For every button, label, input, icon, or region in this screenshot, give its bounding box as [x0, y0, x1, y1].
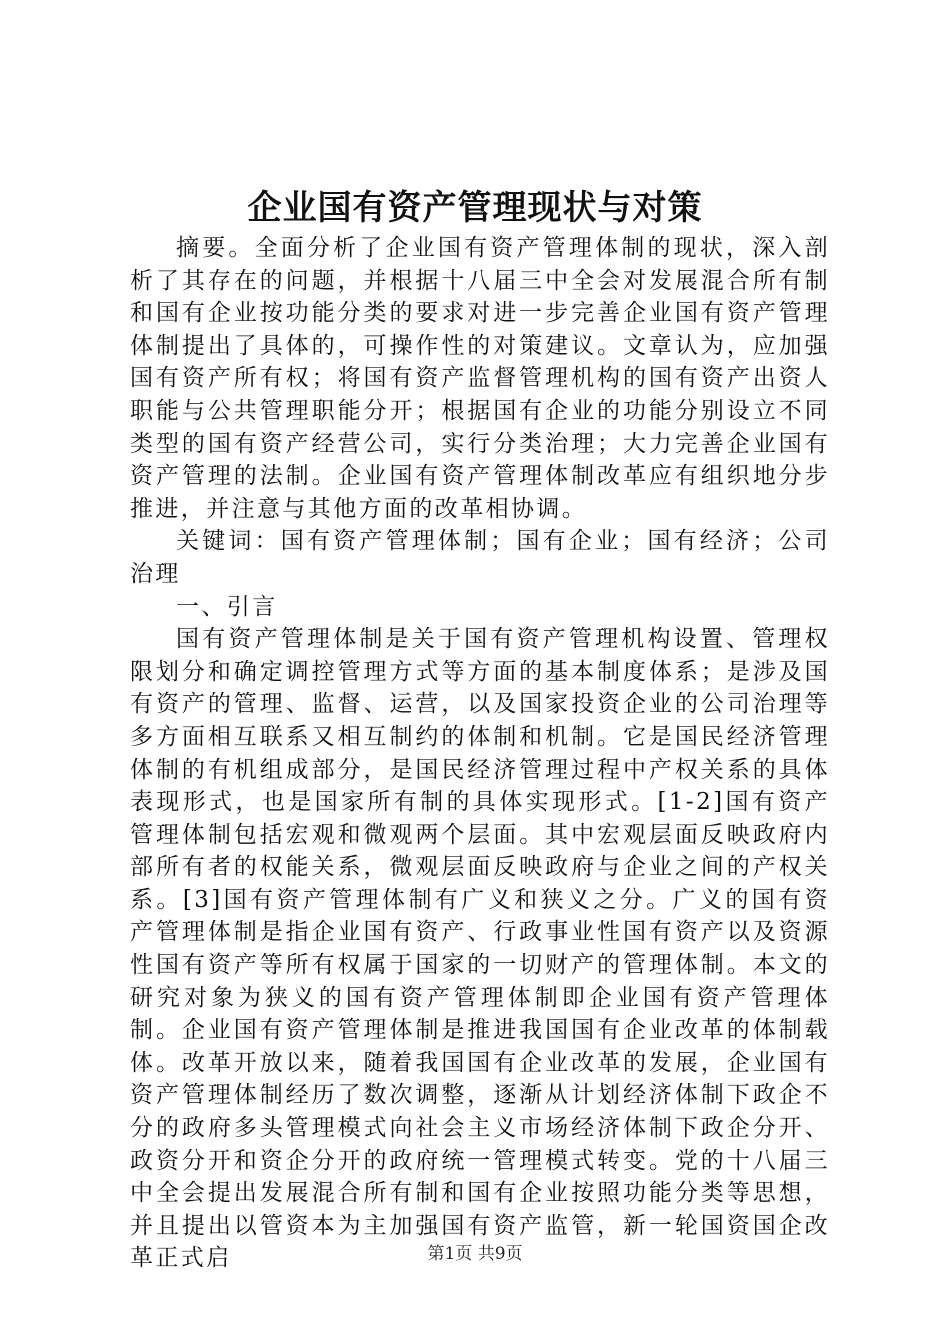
document-title: 企业国有资产管理现状与对策: [247, 188, 703, 228]
keywords-paragraph: 关键词：国有资产管理体制；国有企业；国有经济；公司治理: [130, 528, 830, 587]
section-heading-introduction: 一、引言: [176, 593, 278, 620]
document-body: [130, 232, 830, 1275]
page-number-footer: 第1页 共9页: [427, 1244, 523, 1264]
introduction-paragraph: 国有资产管理体制是关于国有资产管理机构设置、管理权限划分和确定调控管理方式等方面的基本制度体系；是涉及国有资产的管理、监督、运营，以及国家投资企业的公司治理等多方面相互联系又相互制约的体制和机制。它是国民经济管理体制的有机组成部分，是国民经济管理过程中产权关系的具体表现形式，也是国家所有制的具体实现形式。[1-2]国有资产管理体制包括宏观和微观两个层面。其中宏观层面反映政府内部所有者的权能关系，微观层面反映政府与企业之间的产权关系。[3]国有资产管理体制有广义和狭义之分。广义的国有资产管理体制是指企业国有资产、行政事业性国有资产以及资源性国有资产等所有权属于国家的一切财产的管理体制。本文的研究对象为狭义的国有资产管理体制即企业国有资产管理体制。企业国有资产管理体制是推进我国国有企业改革的体制载体。改革开放以来，随着我国国有企业改革的发展，企业国有资产管理体制经历了数次调整，逐渐从计划经济体制下政企不分的政府多头管理模式向社会主义市场经济体制下政企分开、政资分开和资企分开的政府统一管理模式转变。党的十八届三中全会提出发展混合所有制和国有企业按照功能分类等思想，并且提出以管资本为主加强国有资产监管，新一轮国资国企改革正式启: [130, 626, 830, 1272]
abstract-paragraph: 摘要。全面分析了企业国有资产管理体制的现状，深入剖析了其存在的问题，并根据十八届三中全会对发展混合所有制和国有企业按功能分类的要求对进一步完善企业国有资产管理体制提出了具体的，可操作性的对策建议。文章认为，应加强国有资产所有权；将国有资产监督管理机构的国有资产出资人职能与公共管理职能分开；根据国有企业的功能分别设立不同类型的国有资产经营公司，实行分类治理；大力完善企业国有资产管理的法制。企业国有资产管理体制改革应有组织地分步推进，并注意与其他方面的改革相协调。: [130, 235, 830, 522]
